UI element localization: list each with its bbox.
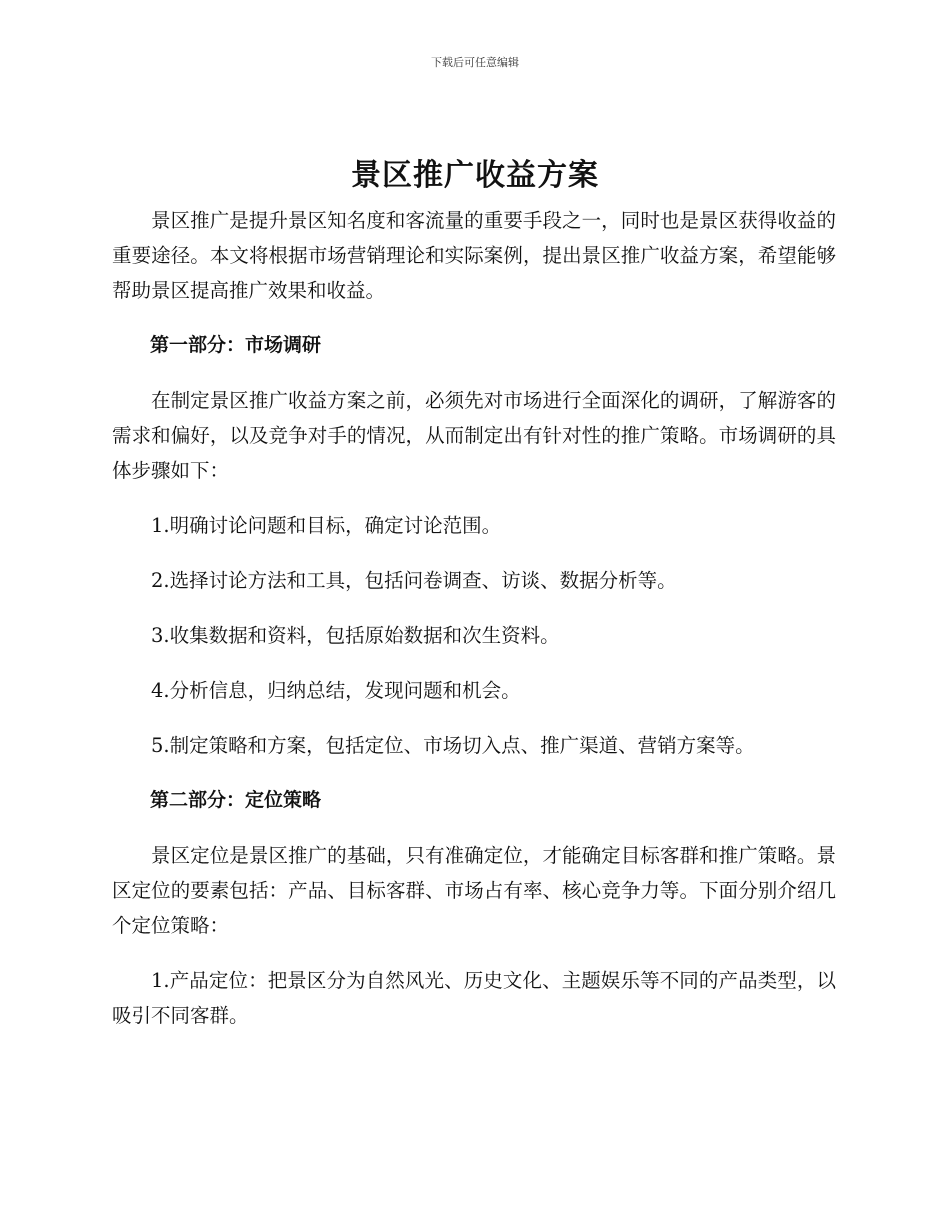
list-item: 1.明确讨论问题和目标，确定讨论范围。	[151, 514, 502, 537]
section2-heading: 第二部分：定位策略	[150, 789, 322, 811]
list-item: 2.选择讨论方法和工具，包括问卷调查、访谈、数据分析等。	[151, 569, 677, 592]
list-item: 1.产品定位：把景区分为自然风光、历史文化、主题娱乐等不同的产品类型，以吸引不同客群。	[112, 969, 836, 1027]
section1-paragraph: 在制定景区推广收益方案之前，必须先对市场进行全面深化的调研，了解游客的需求和偏好，以及竞争对手的情况，从而制定出有针对性的推广策略。市场调研的具体步骤如下：	[112, 389, 836, 482]
intro-paragraph: 景区推广是提升景区知名度和客流量的重要手段之一，同时也是景区获得收益的重要途径。本文将根据市场营销理论和实际案例，提出景区推广收益方案，希望能够帮助景区提高推广效果和收益。	[112, 209, 836, 302]
document-title: 景区推广收益方案	[351, 158, 599, 193]
section2-paragraph: 景区定位是景区推广的基础，只有准确定位，才能确定目标客群和推广策略。景区定位的要素包括：产品、目标客群、市场占有率、核心竞争力等。下面分别介绍几个定位策略：	[112, 844, 836, 937]
list-item: 4.分析信息，归纳总结，发现问题和机会。	[151, 679, 521, 702]
list-item: 3.收集数据和资料，包括原始数据和次生资料。	[151, 624, 560, 647]
document-body	[112, 203, 836, 1033]
list-item: 5.制定策略和方案，包括定位、市场切入点、推广渠道、营销方案等。	[151, 734, 755, 757]
header-note: 下载后可任意编辑	[431, 56, 519, 69]
section1-heading: 第一部分：市场调研	[150, 334, 322, 356]
